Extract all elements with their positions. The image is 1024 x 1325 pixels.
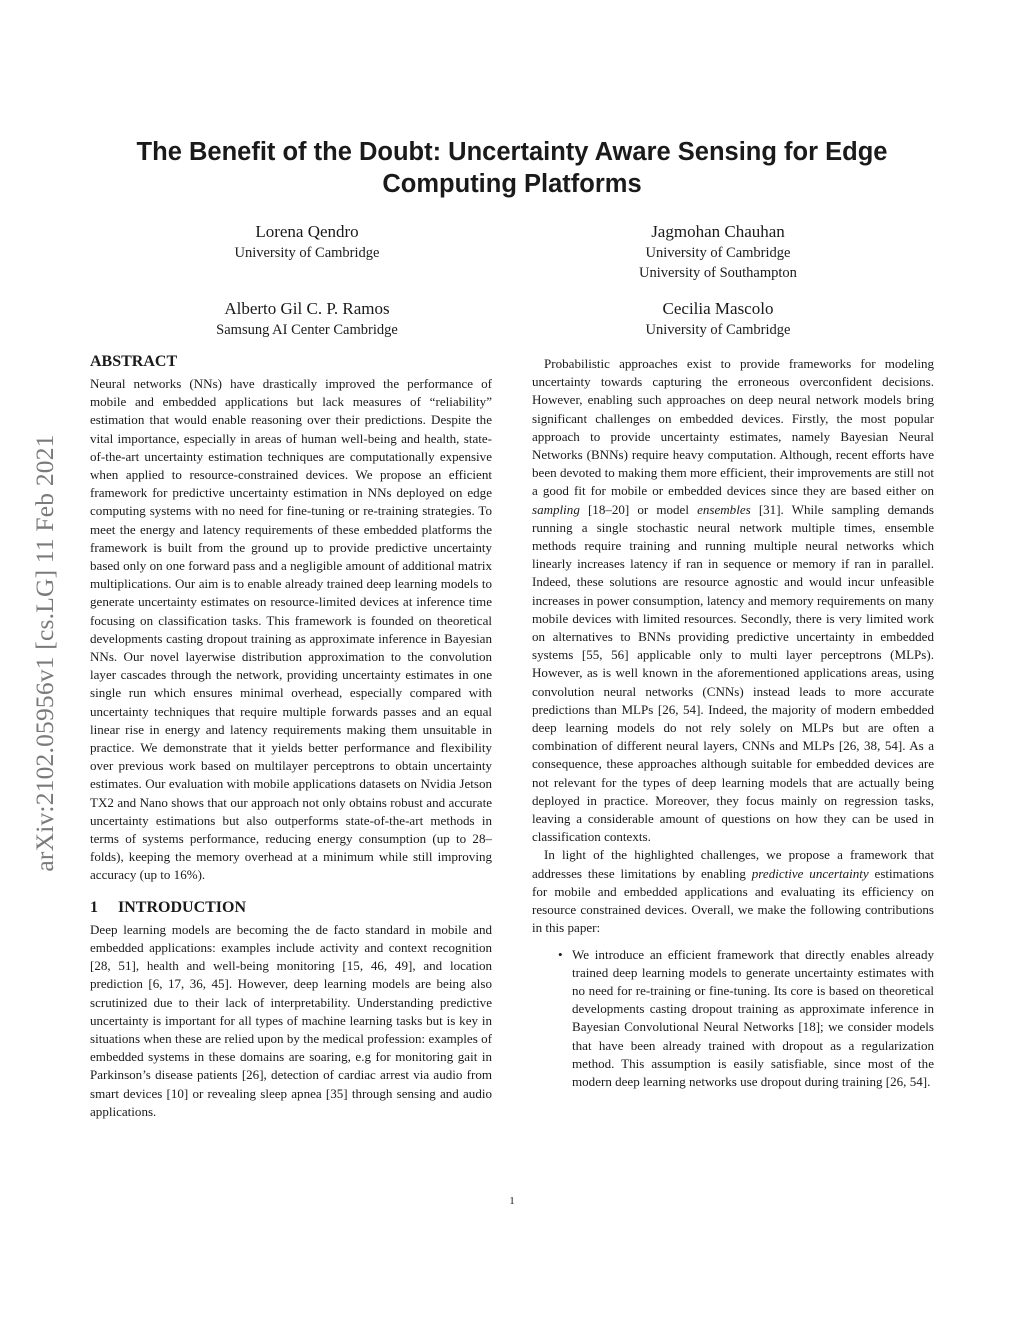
text-run: In light of the highlighted challenges, we propose a framework that addresses these limitations by enabling [532,847,934,881]
author-block [157,221,457,263]
emphasis-text: ensembles [697,501,751,517]
intro-paragraph [532,355,934,846]
contributions-list [532,946,934,1092]
list-item [558,946,934,1092]
author-name: Lorena Qendro [255,222,359,241]
text-run: estimations for mobile and embedded applications and evaluating its efficiency on resource constrained devices. Overall, we make the following contributions in this paper: [532,865,934,936]
list-item-text: We introduce an efficient framework that directly enables already trained deep learning models to generate uncertainty estimates with no need for re-training or fine-tuning. Its core is based on theoretical developments casting dropout training as approximate inference in Bayesian Convolutional Neural Networks [18]; we consider models that have been already trained with dropout as a regularization method. This assumption is easily satisfiable, since most of the modern deep learning networks use dropout during training [26, 54]. [572,946,934,1089]
page-number: 1 [509,1195,515,1207]
emphasis-text: predictive uncertainty [751,865,869,881]
left-column [90,352,492,1121]
introduction-heading [90,898,492,918]
section-title: INTRODUCTION [118,898,247,916]
intro-paragraph [532,846,934,937]
author-name: Jagmohan Chauhan [651,222,785,241]
intro-paragraph: Deep learning models are becoming the de facto standard in mobile and embedded applications: examples include activity and context recognition [28, 51], health and well-being monitoring [15, 46, 49], and location prediction [6, 17, 36, 45]. However, deep learning models are being also scrutinized due to their lack of interpretability. Understanding predictive uncertainty is important for all types of machine learning tasks but is key in situations when these are relied upon by the medical profession: examples of embedded systems in these domains are soaring, e.g for monitoring gait in Parkinson’s disease patients [26], detection of cardiac arrest via audio from smart devices [10] or revealing sleep apnea [35] through sensing and audio applications. [90,921,492,1119]
text-run: Probabilistic approaches exist to provide frameworks for modeling uncertainty towards capturing the erroneous overconfident decisions. However, enabling such approaches on deep neural network models bring significant challenges on embedded devices. Firstly, the most popular approach to provide uncertainty estimates, namely Bayesian Neural Networks (BNNs) require heavy computation. Although, recent efforts have been devoted to making them more efficient, their improvements are still not a good fit for mobile or embedded devices since they are based either on [532,356,934,499]
text-run: [18–20] or model [579,501,698,517]
text-run: [31]. While sampling demands running a single stochastic neural network multiple times, ensemble methods require training and running multiple neural networks which linearly increases latency if ran in sequence or memory if ran in parallel. Indeed, these solutions are resource agnostic and would incur unfeasible increases in power consumption, latency and memory requirements on many mobile devices with limited resources. Secondly, there is very limited work on alternatives to BNNs providing predictive uncertainty in embedded systems [55, 56] applicable only to multi layer perceptrons (MLPs). However, as is well known in the aforementioned applications areas, using convolution neural networks (CNNs) instead leads to more accurate predictions than MLPs [26, 54]. Indeed, the majority of modern embedded deep learning models do not rely solely on MLPs but are often a combination of different neural layers, CNNs and MLPs [26, 38, 54]. As a consequence, these approaches although suitable for embedded devices are not relevant for the types of deep learning models that are actually being deployed in practice. Moreover, they focus mainly on regression tasks, leaving a considerable amount of questions on how they can be used in classification contexts. [532,501,934,845]
author-name: Alberto Gil C. P. Ramos [224,299,390,318]
paper-title: The Benefit of the Doubt: Uncertainty Aware Sensing for Edge Computing Platforms [136,138,888,198]
emphasis-text: sampling [532,501,580,517]
abstract-text: Neural networks (NNs) have drastically improved the performance of mobile and embedded applications but lack measures of “reliability” estimation that would enable reasoning over their predictions. Despite the vital importance, especially in areas of human well-being and health, state-of-the-art uncertainty estimation techniques are computationally expensive when applied to resource-constrained devices. We propose an efficient framework for predictive uncertainty estimation in NNs deployed on edge computing systems with no need for fine-tuning or re-training strategies. To meet the energy and latency requirements of these embedded platforms the framework is built from the ground up to provide predictive uncertainty based only on one forward pass and a negligible amount of additional matrix multiplications. Our aim is to enable already trained deep learning models to generate uncertainty estimates on resource-limited devices at inference time focusing on classification tasks. This framework is founded on theoretical developments casting dropout training as approximate inference in Bayesian NNs. Our novel layerwise distribution approximation to the convolution layer cascades through the network, providing uncertainty estimates in one single run which ensures minimal overhead, especially compared with uncertainty techniques that require multiple forwards passes and an equal linear rise in energy and latency requirements making them unsuitable in practice. We demonstrate that it yields better performance and flexibility over previous work based on multilayer perceptrons to obtain uncertainty estimates. Our evaluation with mobile applications datasets on Nvidia Jetson TX2 and Nano shows that our approach not only obtains robust and accurate uncertainty estimations but also outperforms state-of-the-art methods in terms of systems performance, reducing energy consumption (up to 28–folds), keeping the memory overhead at a minimum while still improving accuracy (up to 16%). [90,376,492,883]
author-affiliation: University of Cambridge [645,322,791,338]
section-number: 1 [90,898,98,916]
abstract-heading: ABSTRACT [90,353,178,370]
author-name: Cecilia Mascolo [662,299,774,318]
author-affiliation: University of Cambridge [645,245,791,261]
arxiv-identifier [26,360,64,945]
bullet-icon: • [558,946,563,962]
author-block [157,298,457,340]
right-column [532,355,934,1091]
arxiv-id-text: arXiv:2102.05956v1 [cs.LG] 11 Feb 2021 [30,433,59,872]
author-affiliation: University of Southampton [639,265,797,281]
author-block [568,298,868,340]
author-affiliation: University of Cambridge [234,245,380,261]
author-block [568,221,868,283]
author-affiliation: Samsung AI Center Cambridge [216,322,398,338]
